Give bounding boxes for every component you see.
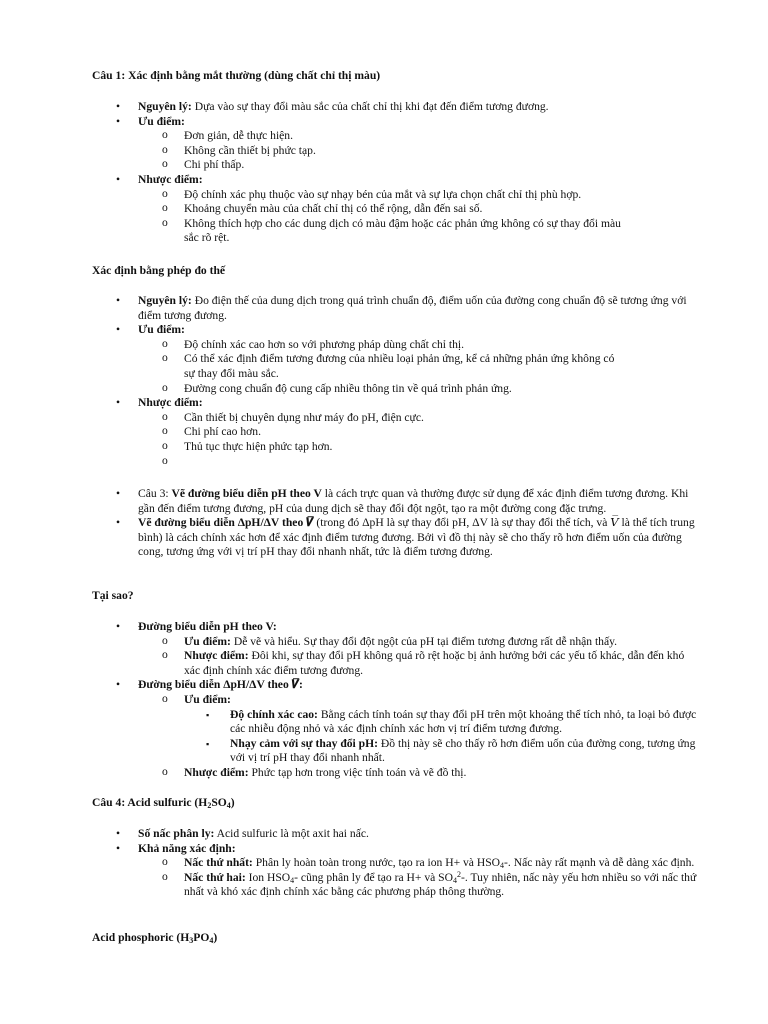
list-item: o Độ chính xác cao hơn so với phương pháp dùng chất chỉ thị. bbox=[0, 338, 698, 353]
section-tai-sao bbox=[0, 620, 768, 781]
list-item: • Đường biểu diễn ΔpH/ΔV theo 𝑽̅: o Ưu điểm: ▪ Độ chính xác cao: Bằng cách tính toán sự thay đổi pH trên một khoảng thể tích nhỏ, ta loại bỏ được các nhiễu động nhỏ và xác định chính xác hơn vị trí điểm tương đương. ▪ Nhạy cảm với sự thay đổi pH: Đồ thị này sẽ cho thấy rõ hơn điểm uốn của đường cong, tương ứng với vị trí pH thay đổi nhanh nhất. o Nhược điểm: Phức tạp hơn trong việc tính toán và vẽ đồ thị. bbox=[0, 678, 768, 780]
list-item: o Nhược điểm: Phức tạp hơn trong việc tính toán và vẽ đồ thị. bbox=[0, 766, 698, 781]
heading-phep-do-the: Xác định bằng phép đo thế bbox=[92, 264, 226, 277]
heading-cau-4: Câu 4: Acid sulfuric $(H_2SO_4)$ bbox=[92, 796, 235, 810]
list-item: • Khả năng xác định: o Nấc thứ nhất: Phân ly hoàn toàn trong nước, tạo ra ion H+ và $HSO_4-$. Nấc này rất mạnh và dễ dàng xác định. o Nấc thứ hai: Ion $HSO_4-$ cũng phân ly để tạo ra H+ và $SO_4^2-$. Tuy nhiên, nấc này yếu hơn nhiều so với nấc thứ nhất và khó xác định chính xác bằng các phương pháp thông thường. bbox=[0, 842, 768, 900]
section-cau-1 bbox=[0, 100, 768, 246]
list-item: • Nguyên lý: Đo điện thế của dung dịch trong quá trình chuẩn độ, điểm uốn của đường cong chuẩn độ sẽ tương ứng với điểm tương đương. bbox=[0, 294, 768, 323]
heading-cau-1: Câu 1: Xác định bằng mắt thường (dùng chất chỉ thị màu) bbox=[92, 69, 381, 82]
list-item: o Cần thiết bị chuyên dụng như máy đo pH, điện cực. bbox=[0, 411, 698, 426]
list-item: o Không thích hợp cho các dung dịch có màu đậm hoặc các phản ứng không có sự thay đổi màu sắc rõ rệt. bbox=[0, 217, 698, 246]
list-item: o Độ chính xác phụ thuộc vào sự nhạy bén của mắt và sự lựa chọn chất chỉ thị phù hợp. bbox=[0, 188, 698, 203]
list-item: o Ưu điểm: Dễ vẽ và hiểu. Sự thay đổi đột ngột của pH tại điểm tương đương rất dễ nhận thấy. bbox=[0, 635, 698, 650]
list-item: o Nhược điểm: Đôi khi, sự thay đổi pH không quá rõ rệt hoặc bị ảnh hưởng bởi các yếu tố khác, dẫn đến khó xác định chính xác điểm tương đương. bbox=[0, 649, 698, 678]
list-item: o Không cần thiết bị phức tạp. bbox=[0, 144, 698, 159]
section-cau-3 bbox=[0, 487, 768, 560]
heading-acid-phosphoric: Acid phosphoric $(H_3PO_4)$ bbox=[92, 931, 218, 945]
list-item: • Đường biểu diễn pH theo V: o Ưu điểm: Dễ vẽ và hiểu. Sự thay đổi đột ngột của pH tại điểm tương đương rất dễ nhận thấy. o Nhược điểm: Đôi khi, sự thay đổi pH không quá rõ rệt hoặc bị ảnh hưởng bởi các yếu tố khác, dẫn đến khó xác định chính xác điểm tương đương. bbox=[0, 620, 768, 678]
list-item: ▪ Nhạy cảm với sự thay đổi pH: Đồ thị này sẽ cho thấy rõ hơn điểm uốn của đường cong, tương ứng với vị trí pH thay đổi nhanh nhất. bbox=[0, 737, 698, 766]
list-item: ▪ Độ chính xác cao: Bằng cách tính toán sự thay đổi pH trên một khoảng thể tích nhỏ, ta loại bỏ được các nhiễu động nhỏ và xác định chính xác hơn vị trí điểm tương đương. bbox=[0, 708, 698, 737]
list-item: o Thủ tục thực hiện phức tạp hơn. bbox=[0, 440, 698, 455]
list-item: o Chi phí thấp. bbox=[0, 158, 698, 173]
section-cau-4 bbox=[0, 827, 768, 900]
list-item bbox=[0, 455, 698, 470]
list-item: o Khoảng chuyển màu của chất chỉ thị có thể rộng, dẫn đến sai số. bbox=[0, 202, 698, 217]
list-item: o Nấc thứ nhất: Phân ly hoàn toàn trong nước, tạo ra ion H+ và $HSO_4-$. Nấc này rất mạnh và dễ dàng xác định. bbox=[0, 856, 698, 871]
list-item: o Đường cong chuẩn độ cung cấp nhiều thông tin về quá trình phản ứng. bbox=[0, 382, 698, 397]
list-item: • Ưu điểm: o Độ chính xác cao hơn so với phương pháp dùng chất chỉ thị. o Có thể xác định điểm tương đương của nhiều loại phản ứng, kể cả những phản ứng không có sự thay đổi màu sắc. o Đường cong chuẩn độ cung cấp nhiều thông tin về quá trình phản ứng. bbox=[0, 323, 768, 396]
list-item: • Số nấc phân ly: Acid sulfuric là một axit hai nấc. bbox=[0, 827, 768, 842]
list-item: • Nhược điểm: o Độ chính xác phụ thuộc vào sự nhạy bén của mắt và sự lựa chọn chất chỉ thị phù hợp. o Khoảng chuyển màu của chất chỉ thị có thể rộng, dẫn đến sai số. o Không thích hợp cho các dung dịch có màu đậm hoặc các phản ứng không có sự thay đổi màu sắc rõ rệt. bbox=[0, 173, 768, 246]
list-item: o Ưu điểm: ▪ Độ chính xác cao: Bằng cách tính toán sự thay đổi pH trên một khoảng thể tích nhỏ, ta loại bỏ được các nhiễu động nhỏ và xác định chính xác hơn vị trí điểm tương đương. ▪ Nhạy cảm với sự thay đổi pH: Đồ thị này sẽ cho thấy rõ hơn điểm uốn của đường cong, tương ứng với vị trí pH thay đổi nhanh nhất. bbox=[0, 693, 698, 766]
list-item: o Chi phí cao hơn. bbox=[0, 425, 698, 440]
list-item: o Nấc thứ hai: Ion $HSO_4-$ cũng phân ly để tạo ra H+ và $SO_4^2-$. Tuy nhiên, nấc này yếu hơn nhiều so với nấc thứ nhất và khó xác định chính xác bằng các phương pháp thông thường. bbox=[0, 871, 698, 900]
section-phep-do-the bbox=[0, 294, 768, 469]
list-item: o Có thể xác định điểm tương đương của nhiều loại phản ứng, kể cả những phản ứng không có sự thay đổi màu sắc. bbox=[0, 352, 698, 381]
list-item: o Đơn giản, dễ thực hiện. bbox=[0, 129, 698, 144]
heading-tai-sao: Tại sao? bbox=[92, 589, 134, 602]
list-item: • Câu 3: Vẽ đường biểu diễn pH theo V là cách trực quan và thường được sử dụng để xác định điểm tương đương. Khi gần đến điểm tương đương, pH của dung dịch sẽ thay đổi đột ngột, tạo ra một đường cong đặc trưng. bbox=[0, 487, 768, 516]
list-item: • Ưu điểm: o Đơn giản, dễ thực hiện. o Không cần thiết bị phức tạp. o Chi phí thấp. bbox=[0, 115, 768, 173]
list-item: • Vẽ đường biểu diễn ΔpH/ΔV theo 𝑽̅ (trong đó ΔpH là sự thay đổi pH, ΔV là sự thay đổi thể tích, và 𝑉̅ là thể tích trung bình) là cách chính xác hơn để xác định điểm tương đương. Bởi vì đồ thị này sẽ cho thấy rõ hơn điểm uốn của đường cong, tương ứng với vị trí pH thay đổi nhanh nhất, tức là điểm tương đương. bbox=[0, 516, 768, 560]
list-item: • Nguyên lý: Dựa vào sự thay đổi màu sắc của chất chỉ thị khi đạt đến điểm tương đương. bbox=[0, 100, 768, 115]
list-item: • Nhược điểm: o Cần thiết bị chuyên dụng như máy đo pH, điện cực. o Chi phí cao hơn. o Thủ tục thực hiện phức tạp hơn. o bbox=[0, 396, 768, 469]
